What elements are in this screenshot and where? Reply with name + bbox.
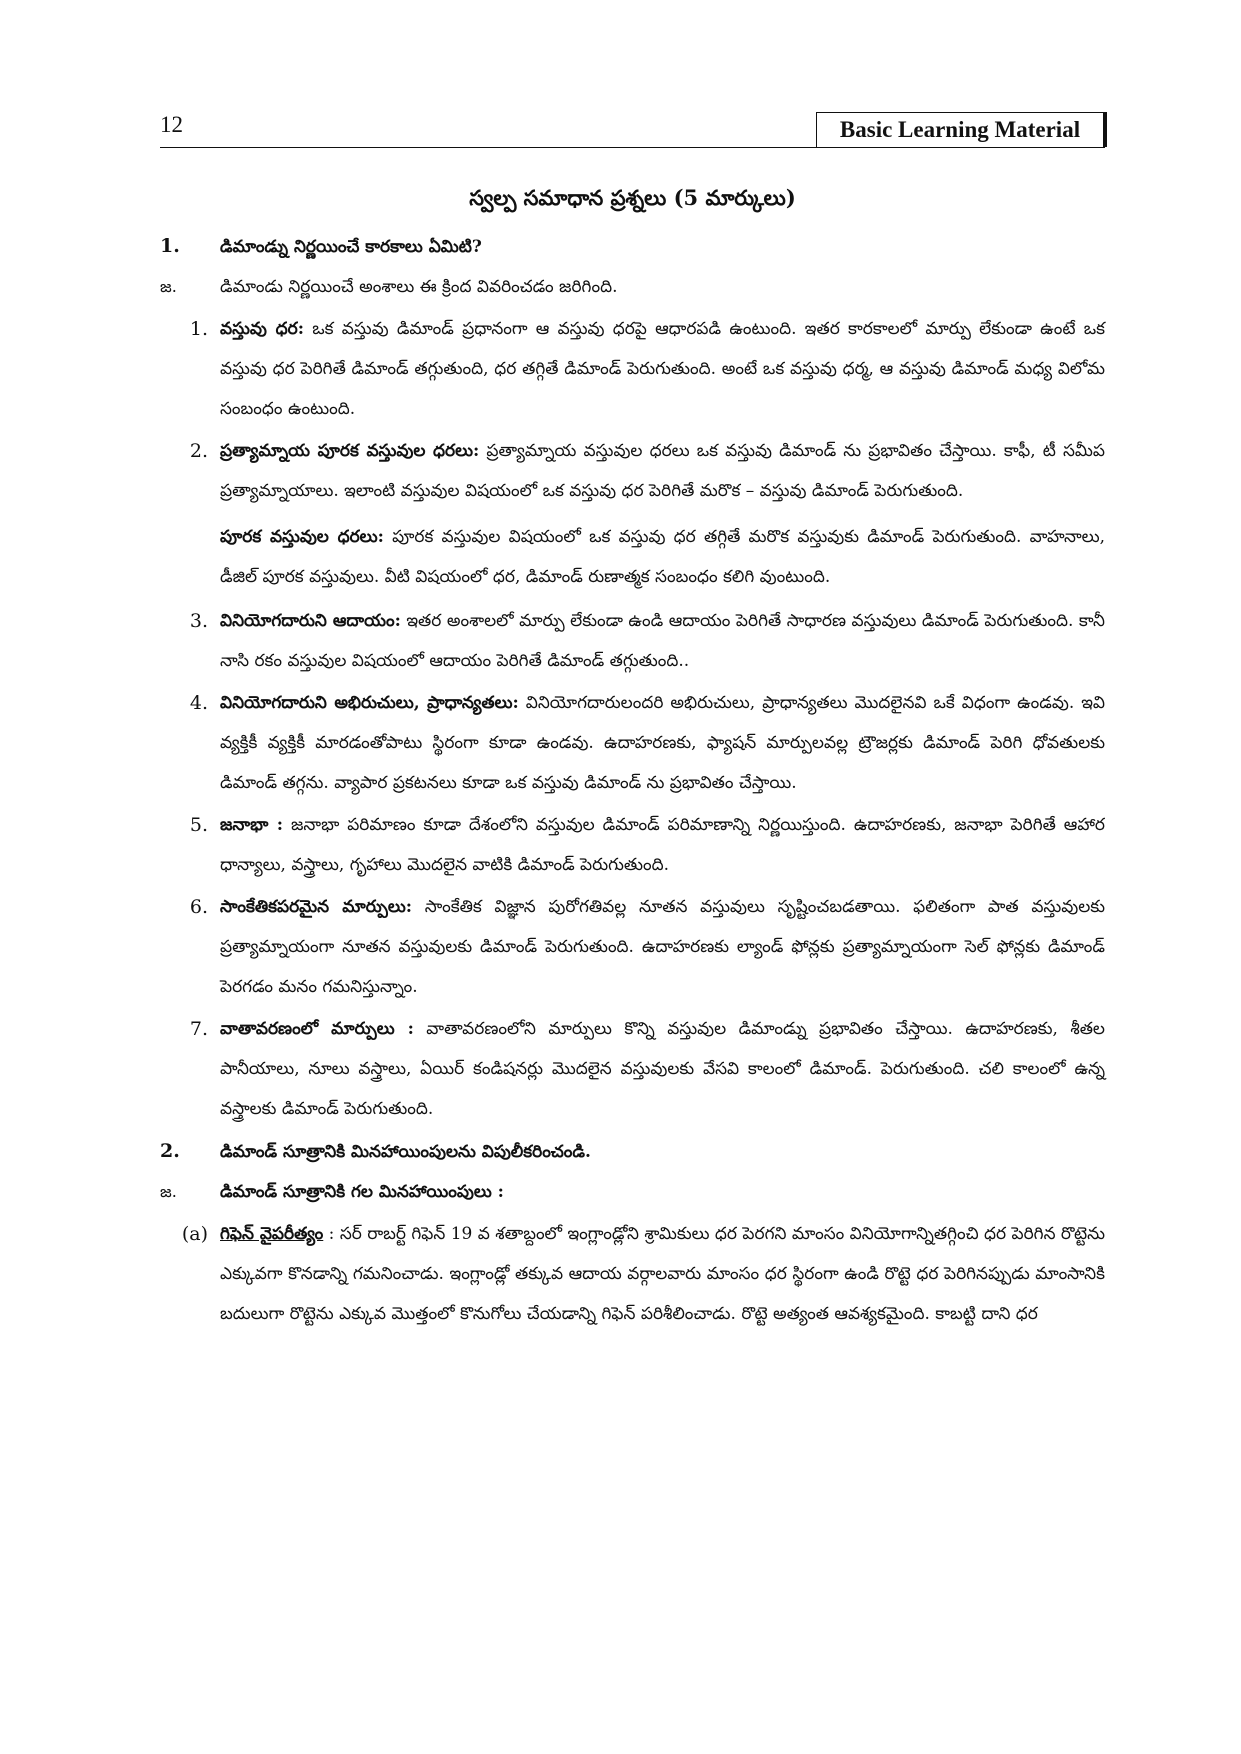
list-item	[160, 683, 1105, 803]
page-content	[160, 178, 1105, 1336]
list-item	[160, 1214, 1105, 1334]
point-title: వినియోగదారుని అభిరుచులు, ప్రాధాన్యతలు:	[220, 693, 519, 713]
list-item	[160, 431, 1105, 511]
point-body: జనాభా పరిమాణం కూడా దేశంలోని వస్తువుల డిమాండ్ పరిమాణాన్ని నిర్ణయిస్తుంది. ఉదాహరణకు, జనాభా పెరిగితే ఆహార ధాన్యాలు, వస్త్రాలు, గృహాలు మొదలైన వాటికి డిమాండ్ పెరుగుతుంది.	[220, 815, 1105, 875]
question-number: 2.	[160, 1140, 180, 1162]
point-text	[220, 309, 1105, 429]
point-title: జనాభా :	[220, 815, 284, 835]
list-item	[160, 309, 1105, 429]
point-body: : సర్ రాబర్ట్ గిఫెన్ 19 వ శతాబ్దంలో ఇంగ్లాండ్లోని శ్రామికులు ధర పెరగని మాంసం వినియోగాన్నితగ్గించి ధర పెరిగిన రొట్టెను ఎక్కువగా కొనడాన్ని గమనించాడు. ఇంగ్లాండ్లో తక్కువ ఆదాయ వర్గాలవారు మాంసం ధర స్థిరంగా ఉండి రొట్టె ధర పెరిగినప్పుడు మాంసానికి బదులుగా రొట్టెను ఎక్కువ మొత్తంలో కొనుగోలు చేయడాన్ని గిఫెన్ పరిశీలించాడు. రొట్టె అత్యంత ఆవశ్యకమైంది. కాబట్టి దాని ధర	[220, 1224, 1105, 1324]
question-text: డిమాండ్ సూత్రానికి మినహాయింపులను విపులీకరించండి.	[220, 1142, 591, 1162]
point-text	[220, 683, 1105, 803]
list-item	[160, 1009, 1105, 1129]
answer-intro: డిమాండు నిర్ణయించే అంశాలు ఈ క్రింద వివరించడం జరిగింది.	[220, 277, 618, 297]
point-number: 3.	[189, 610, 208, 632]
question-text: డిమాండ్ను నిర్ణయించే కారకాలు ఏమిటి?	[220, 237, 482, 257]
question-1	[160, 226, 1105, 267]
q2-points-list	[160, 1214, 1105, 1334]
question-number: 1.	[160, 235, 180, 257]
point-title: సాంకేతికపరమైన మార్పులు:	[220, 897, 413, 917]
point-title: ప్రత్యామ్నాయ పూరక వస్తువుల ధరలు:	[220, 441, 480, 461]
point-number: 5.	[189, 814, 208, 836]
point-text	[220, 887, 1105, 1007]
point-text	[220, 601, 1105, 681]
point-body: పూరక వస్తువుల విషయంలో ఒక వస్తువు ధర తగ్గితే మరొక వస్తువుకు డిమాండ్ పెరుగుతుంది. వాహనాలు, డీజిల్ పూరక వస్తువులు. వీటి విషయంలో ధర, డిమాండ్ రుణాత్మక సంబంధం కలిగి వుంటుంది.	[220, 527, 1105, 587]
complementary-goods-paragraph	[220, 517, 1105, 597]
answer-marker: జ.	[160, 277, 177, 296]
point-title: వాతావరణంలో మార్పులు :	[220, 1019, 414, 1039]
point-title: వస్తువు ధర:	[220, 319, 304, 339]
point-number: (a)	[181, 1223, 208, 1245]
point-title: గిఫెన్ వైపరీత్యం	[220, 1224, 324, 1244]
point-title: పూరక వస్తువుల ధరలు:	[220, 527, 384, 547]
point-body: వినియోగదారులందరి అభిరుచులు, ప్రాధాన్యతలు మొదలైనవి ఒకే విధంగా ఉండవు. ఇవి వ్యక్తికీ వ్యక్తికీ మారడంతోపాటు స్థిరంగా కూడా ఉండవు. ఉదాహరణకు, ఫ్యాషన్ మార్పులవల్ల ట్రౌజర్లకు డిమాండ్ పెరిగి ధోవతులకు డిమాండ్ తగ్గను. వ్యాపార ప్రకటనలు కూడా ఒక వస్తువు డిమాండ్ ను ప్రభావితం చేస్తాయి.	[220, 693, 1106, 793]
point-text	[220, 431, 1105, 511]
q1-points-list-cont	[160, 601, 1105, 1129]
point-number: 1.	[189, 318, 208, 340]
section-title: స్వల్ప సమాధాన ప్రశ్నలు (5 మార్కులు)	[469, 185, 796, 210]
list-item	[160, 805, 1105, 885]
point-number: 7.	[189, 1018, 208, 1040]
point-body: ప్రత్యామ్నాయ వస్తువుల ధరలు ఒక వస్తువు డిమాండ్ ను ప్రభావితం చేస్తాయి. కాఫీ, టీ సమీప ప్రత్యామ్నాయాలు. ఇలాంటి వస్తువుల విషయంలో ఒక వస్తువు ధర పెరిగితే మరొక – వస్తువు డిమాండ్ పెరుగుతుంది.	[220, 441, 1105, 501]
list-item	[160, 887, 1105, 1007]
list-item	[160, 601, 1105, 681]
point-text	[220, 805, 1105, 885]
point-body: వాతావరణంలోని మార్పులు కొన్ని వస్తువుల డిమాండ్ను ప్రభావితం చేస్తాయి. ఉదాహరణకు, శీతల పానీయాలు, నూలు వస్త్రాలు, ఏయిర్ కండిషనర్లు మొదలైన వస్తువులకు వేసవి కాలంలో డిమాండ్. పెరుగుతుంది. చలి కాలంలో ఉన్న వస్త్రాలకు డిమాండ్ పెరుగుతుంది.	[220, 1019, 1105, 1119]
point-title: వినియోగదారుని ఆదాయం:	[220, 611, 401, 631]
point-number: 4.	[189, 692, 208, 714]
answer-intro: డిమాండ్ సూత్రానికి గల మినహాయింపులు :	[220, 1182, 504, 1202]
question-2	[160, 1131, 1105, 1172]
point-body: ఇతర అంశాలలో మార్పు లేకుండా ఉండి ఆదాయం పెరిగితే సాధారణ వస్తువులు డిమాండ్ పెరుగుతుంది. కానీ నాసి రకం వస్తువుల విషయంలో ఆదాయం పెరిగితే డిమాండ్ తగ్గుతుంది..	[220, 611, 1105, 671]
point-number: 2.	[189, 440, 208, 462]
point-number: 6.	[189, 896, 208, 918]
point-body: ఒక వస్తువు డిమాండ్ ప్రధానంగా ఆ వస్తువు ధరపై ఆధారపడి ఉంటుంది. ఇతర కారకాలలో మార్పు లేకుండా ఉంటే ఒక వస్తువు ధర పెరిగితే డిమాండ్ తగ్గుతుంది, ధర తగ్గితే డిమాండ్ పెరుగుతుంది. అంటే ఒక వస్తువు ధర్మ, ఆ వస్తువు డిమాండ్ మధ్య విలోమ సంబంధం ఉంటుంది.	[220, 319, 1105, 419]
point-text	[220, 1009, 1105, 1129]
page-number: 12	[160, 112, 183, 137]
header-rule	[160, 147, 1105, 148]
answer-2-intro	[160, 1172, 1105, 1212]
point-text	[220, 1214, 1105, 1334]
q1-points-list	[160, 309, 1105, 511]
answer-1-intro	[160, 267, 1105, 307]
answer-marker: జ.	[160, 1182, 177, 1201]
book-title-box: Basic Learning Material	[816, 112, 1104, 147]
point-body: సాంకేతిక విజ్ఞాన పురోగతివల్ల నూతన వస్తువులు సృష్టించబడతాయి. ఫలితంగా పాత వస్తువులకు ప్రత్యామ్నాయంగా నూతన వస్తువులకు డిమాండ్ పెరుగుతుంది. ఉదాహరణకు ల్యాండ్ ఫోన్లకు ప్రత్యామ్నాయంగా సెల్ ఫోన్లకు డిమాండ్ పెరగడం మనం గమనిస్తున్నాం.	[220, 897, 1106, 997]
